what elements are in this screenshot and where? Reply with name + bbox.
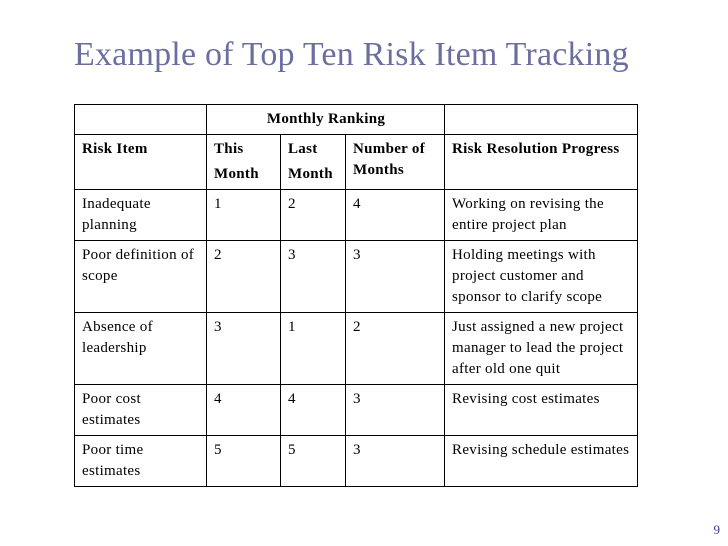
risk-item-cell: Absence of leadership [75, 313, 207, 385]
table-row [75, 436, 638, 487]
empty-header-cell [75, 105, 207, 135]
risk-resolution-progress-cell: Revising schedule estimates [445, 436, 638, 487]
monthly-ranking-header: Monthly Ranking [207, 105, 445, 135]
risk-item-cell: Poor cost estimates [75, 385, 207, 436]
header-risk-resolution-progress: Risk Resolution Progress [445, 135, 638, 190]
risk-resolution-progress-cell: Holding meetings with project customer and sponsor to clarify scope [445, 241, 638, 313]
table-row [75, 190, 638, 241]
header-last-month-line1: Last [288, 141, 318, 157]
empty-header-cell [445, 105, 638, 135]
header-number-of-months: Number of Months [346, 135, 445, 190]
table-row [75, 313, 638, 385]
slide-title: Example of Top Ten Risk Item Tracking [74, 36, 629, 73]
number-of-months-cell: 3 [346, 241, 445, 313]
header-last-month [281, 135, 346, 190]
last-month-cell: 3 [281, 241, 346, 313]
risk-resolution-progress-cell: Revising cost estimates [445, 385, 638, 436]
risk-item-cell: Poor time estimates [75, 436, 207, 487]
this-month-cell: 3 [207, 313, 281, 385]
number-of-months-cell: 3 [346, 385, 445, 436]
page-number: 9 [713, 522, 720, 537]
last-month-cell: 1 [281, 313, 346, 385]
this-month-cell: 4 [207, 385, 281, 436]
table-row [75, 385, 638, 436]
risk-resolution-progress-cell: Just assigned a new project manager to lead the project after old one quit [445, 313, 638, 385]
column-header-row [75, 135, 638, 190]
header-this-month-line2: Month [214, 166, 259, 182]
this-month-cell: 2 [207, 241, 281, 313]
this-month-cell: 5 [207, 436, 281, 487]
header-last-month-line2: Month [288, 166, 333, 182]
risk-item-cell: Poor definition of scope [75, 241, 207, 313]
this-month-cell: 1 [207, 190, 281, 241]
risk-item-cell: Inadequate planning [75, 190, 207, 241]
number-of-months-cell: 3 [346, 436, 445, 487]
number-of-months-cell: 4 [346, 190, 445, 241]
number-of-months-cell: 2 [346, 313, 445, 385]
header-this-month [207, 135, 281, 190]
last-month-cell: 4 [281, 385, 346, 436]
last-month-cell: 5 [281, 436, 346, 487]
table-row [75, 241, 638, 313]
last-month-cell: 2 [281, 190, 346, 241]
header-this-month-line1: This [214, 141, 244, 157]
risk-tracking-table [74, 104, 638, 487]
risk-resolution-progress-cell: Working on revising the entire project plan [445, 190, 638, 241]
header-risk-item: Risk Item [75, 135, 207, 190]
group-header-row [75, 105, 638, 135]
